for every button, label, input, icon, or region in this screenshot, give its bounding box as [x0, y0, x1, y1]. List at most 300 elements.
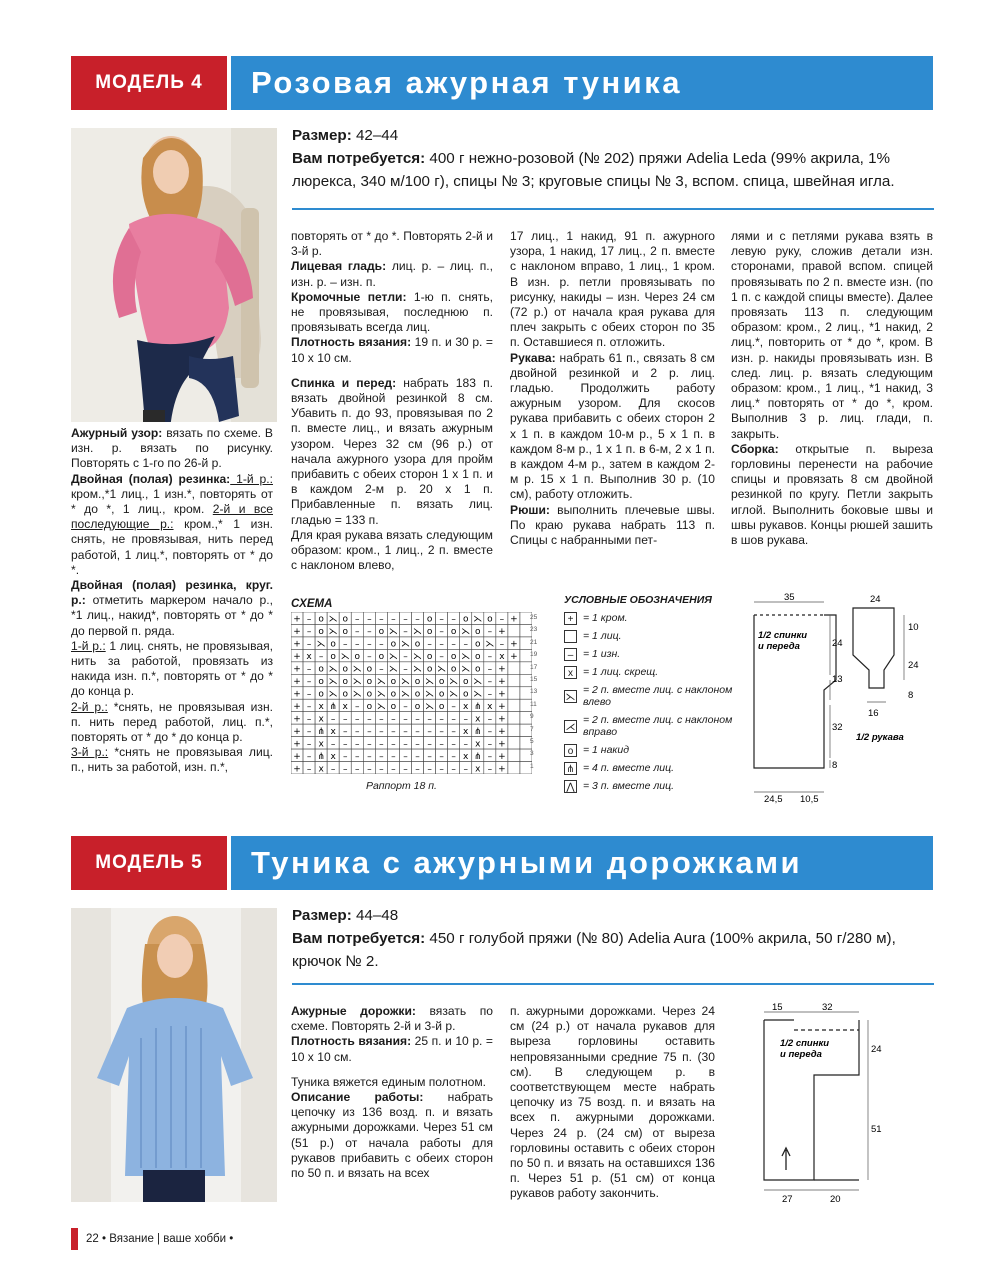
chart-symbol: + — [293, 751, 301, 762]
row-number: 15 — [530, 676, 538, 684]
chart-symbol: – — [487, 652, 493, 663]
chart-symbol: ⋋ — [425, 701, 435, 712]
legend-symbol-icon: x — [564, 666, 577, 679]
chart-symbol: – — [439, 714, 444, 725]
chart-symbol: o — [330, 652, 336, 663]
part-label-2: 1/2 спинки и переда — [780, 1038, 830, 1060]
chart-symbol: – — [342, 764, 348, 774]
chart-symbol: – — [427, 639, 432, 650]
paragraph: повторять от * до *. Повторять 2-й и 3-й р. — [291, 229, 493, 259]
chart-symbol: – — [355, 639, 360, 650]
chart-cell — [508, 687, 520, 699]
chart-symbol: – — [439, 652, 444, 663]
chart-symbol: – — [463, 739, 468, 750]
chart-symbol: ⋋ — [437, 664, 447, 675]
legend-item: ⋀ = 3 п. вместе лиц. — [564, 778, 734, 794]
chart-symbol: – — [487, 664, 493, 675]
paragraph: лями и с петлями рукава взять в левую руку, сложив детали изн. сторонами, правой вспом. спицей провязывать по 2 п. вместе изн. (по 1 п. с каждой спицы вместе). Далее провязать 113 п. следующим образом: кром., 2 лиц., *1 накид, 2 лиц.*, повторить от * до *, кром. В изн. р. накиды провязывать изн. В след. лиц. р. вязать следующим образом: кром., 1 лиц., *1 накид, 3 лиц.* повторять от * до *, кром. Выполнив 3 р. лиц. глади, п. закрыть. — [731, 229, 933, 441]
chart-symbol: – — [427, 764, 432, 774]
chart-symbol: ⋋ — [352, 664, 362, 675]
chart-symbol: – — [403, 614, 408, 625]
chart-symbol: + — [498, 714, 506, 725]
chart-symbol: – — [379, 714, 384, 725]
chart-symbol: – — [403, 726, 408, 737]
chart-symbol: – — [403, 652, 408, 663]
chart-symbol: + — [498, 664, 506, 675]
dim-35: 35 — [784, 592, 795, 603]
chart-symbol: – — [391, 751, 396, 762]
scheme-rapport: Раппорт 18 п. — [366, 780, 437, 792]
chart-symbol: o — [414, 701, 421, 712]
model5-pattern-drawing — [744, 1000, 944, 1210]
chart-symbol: – — [439, 739, 444, 750]
chart-symbol: ⋋ — [388, 627, 398, 638]
chart-symbol: o — [414, 689, 421, 700]
dim-s10: 10 — [908, 622, 919, 633]
chart-symbol: o — [318, 627, 324, 638]
chart-symbol: ⋋ — [352, 689, 362, 700]
chart-symbol: – — [306, 664, 312, 675]
chart-symbol: o — [390, 701, 397, 712]
chart-symbol: – — [487, 726, 493, 737]
paragraph: Плотность вязания: 19 п. и 30 р. = 10 х 10 см. — [291, 335, 493, 365]
chart-symbol: – — [427, 714, 432, 725]
chart-symbol: – — [451, 701, 456, 712]
paragraph: Рюши: выполнить плечевые швы. По краю рукава набрать 113 п. Спицы с набранными пет- — [510, 502, 715, 548]
dim-32: 32 — [832, 722, 843, 733]
dim-51: 51 — [871, 1124, 882, 1135]
paragraph: Сборка: открытые п. выреза горловины перенести на рабочие спицы и провязать 8 см двойной резинкой по кругу. Петли закрыть иглой. Выполнить боковые швы и швы рукавов. Концы рюшей зашить в шов рукава. — [731, 441, 933, 548]
chart-symbol: ⋋ — [388, 664, 398, 675]
chart-cell — [508, 762, 520, 774]
chart-symbol: – — [439, 726, 444, 737]
chart-symbol: ⋋ — [449, 689, 459, 700]
chart-symbol: + — [498, 701, 506, 712]
chart-symbol: + — [498, 689, 506, 700]
chart-symbol: o — [450, 652, 457, 663]
chart-symbol: o — [330, 639, 336, 650]
chart-symbol: o — [342, 614, 348, 625]
chart-symbol: – — [403, 751, 408, 762]
chart-symbol: x — [318, 714, 324, 725]
chart-symbol: + — [293, 701, 301, 712]
chart-symbol: o — [475, 639, 481, 650]
dim-24: 24 — [871, 1044, 882, 1055]
sleeve-label: 1/2 рукава — [856, 732, 904, 743]
chart-symbol: – — [391, 614, 396, 625]
chart-symbol: ⋋ — [328, 689, 338, 700]
chart-symbol: + — [293, 714, 301, 725]
dim-s8: 8 — [908, 690, 914, 701]
chart-symbol: o — [378, 652, 385, 663]
chart-symbol: x — [475, 714, 481, 725]
chart-symbol: – — [355, 751, 360, 762]
chart-symbol: – — [403, 627, 408, 638]
chart-symbol: – — [499, 614, 505, 625]
chart-symbol: – — [318, 652, 324, 663]
chart-symbol: – — [487, 739, 493, 750]
chart-symbol: ⋔ — [474, 751, 482, 762]
legend-item: ⋔ = 4 п. вместе лиц. — [564, 760, 734, 776]
chart-symbol: + — [498, 739, 506, 750]
chart-symbol: – — [379, 739, 384, 750]
chart-symbol: x — [463, 751, 469, 762]
chart-symbol: o — [426, 652, 433, 663]
chart-symbol: + — [498, 627, 506, 638]
chart-symbol: ⋋ — [376, 701, 386, 712]
chart-symbol: o — [342, 689, 348, 700]
legend-item: ⋋ = 2 п. вместе лиц. с наклоном влево — [565, 684, 733, 708]
paragraph: Описание работы: набрать цепочку из 136 возд. п. и вязать ажурными дорожками. Через 51 см (51 р.) от начала работы для рукавов прибавить с обеих сторон по 50 п. и вязать на всех — [291, 1090, 493, 1181]
chart-symbol: ⋋ — [328, 677, 338, 688]
chart-symbol: x — [475, 739, 481, 750]
scheme-title: СХЕМА — [291, 598, 333, 610]
chart-symbol: – — [439, 639, 444, 650]
paragraph: 17 лиц., 1 накид, 91 п. ажурного узора, 1 накид, 17 лиц., 2 п. вместе с наклоном вправо, 1 лиц., 1 кром. В изн. р. петли провязывать по рисунку, накиды – изн. Через 24 см (72 р.) от начала края рукава для плеч закрыть с обеих сторон по 35 п. Оставшиеся п. отложить. — [510, 229, 715, 350]
chart-symbol: – — [342, 726, 348, 737]
chart-symbol: – — [415, 751, 420, 762]
chart-symbol: – — [427, 751, 432, 762]
chart-symbol: x — [330, 751, 336, 762]
chart-symbol: o — [342, 677, 348, 688]
chart-symbol: x — [463, 726, 469, 737]
chart-symbol: x — [342, 701, 348, 712]
chart-symbol: – — [355, 764, 360, 774]
chart-symbol: o — [438, 701, 445, 712]
model5-photo — [71, 908, 277, 1202]
chart-symbol: o — [318, 677, 324, 688]
chart-symbol: + — [293, 627, 301, 638]
chart-symbol: – — [379, 751, 384, 762]
chart-symbol: – — [342, 739, 348, 750]
paragraph: Туника вяжется единым полотном. — [291, 1074, 487, 1089]
footer: 22 • Вязание | ваше хобби • — [86, 1233, 234, 1245]
chart-symbol: – — [487, 677, 493, 688]
chart-symbol: ⋋ — [400, 677, 410, 688]
row-number: 7 — [530, 725, 534, 733]
chart-symbol: – — [355, 739, 360, 750]
chart-symbol: – — [391, 739, 396, 750]
magazine-name: Вязание — [109, 1233, 154, 1245]
chart-symbol: – — [355, 627, 360, 638]
paragraph: Ажурные дорожки: вязать по схеме. Повторять 2-й и 3-й р. — [291, 1004, 493, 1034]
chart-symbol: ⋋ — [413, 664, 423, 675]
knitting-chart — [291, 612, 532, 774]
chart-symbol: ⋋ — [473, 677, 483, 688]
chart-symbol: – — [355, 726, 360, 737]
chart-symbol: + — [293, 652, 301, 663]
chart-symbol: o — [462, 677, 469, 688]
chart-symbol: – — [342, 639, 348, 650]
chart-symbol: – — [367, 714, 372, 725]
paragraph: Плотность вязания: 25 п. и 10 р. = 10 х 10 см. — [291, 1034, 493, 1064]
row-number: 3 — [530, 750, 534, 758]
chart-symbol: ⋋ — [425, 677, 435, 688]
chart-symbol: – — [379, 664, 384, 675]
chart-symbol: ⋋ — [473, 689, 483, 700]
chart-symbol: + — [510, 639, 518, 650]
chart-symbol: o — [487, 614, 493, 625]
chart-symbol: – — [415, 764, 420, 774]
paragraph: Спинка и перед: набрать 183 п. вязать двойной резинкой 8 см. Убавить п. до 93, провязывая по 2 п. вместе лиц., и вязать ажурным узором. Через 32 см (96 р.) от начала ажурного узора для пройм прибавить с обеих сторон 1 х 1 п. и в каждом 2-м р. 20 х 1 п. Прибавленные п. вязать лиц. гладью = 133 п. — [291, 375, 493, 527]
chart-symbol: – — [306, 689, 312, 700]
model4-column-2 — [291, 229, 493, 573]
legend-symbol-icon: ⋋ — [565, 691, 576, 703]
chart-cell — [508, 699, 520, 711]
chart-symbol: ⋋ — [376, 677, 386, 688]
chart-symbol: o — [426, 627, 433, 638]
chart-symbol: o — [366, 677, 373, 688]
model4-intro: Размер: 42–44 Вам потребуется: 400 г нежно-розовой (№ 202) пряжи Adelia Leda (99% акрила, 1% люрекса, 340 м/100 г), спицы № 3; круговые спицы № 3, вспом. спица, швейная игла. — [292, 127, 895, 190]
chart-symbol: – — [355, 701, 360, 712]
paragraph: п. ажурными дорожками. Через 24 см (24 р.) от начала рукавов для выреза горловины оставить непровязанными средние 75 п. (30 см). В следующем р. в соответствующем месте набрать цепочку из 75 возд. п. и вязать на всех п. ажурными дорожками. Через 24 р. (24 см) от выреза горловины оставить с обеих сторон по 50 п. и вязать на оставшихся 136 п. Через 51 р. (51 см) от конца рукавов работу закончить. — [510, 1004, 715, 1201]
row-number: 25 — [530, 614, 538, 621]
model5-column-2 — [510, 1004, 715, 1202]
chart-symbol: o — [366, 701, 373, 712]
paragraph: Двойная (полая) резинка: 1-й р.: кром.,*1 лиц., 1 изн.*, повторять от * до *, 1 лиц., кром. 2-й и все последующие р.: кром.,* 1 изн. снять, не провязывая, нить перед работой, 1 лиц.*, повторять от * до *. — [71, 471, 273, 577]
chart-symbol: ⋋ — [352, 677, 362, 688]
model4-tag: МОДЕЛЬ 4 — [71, 56, 227, 110]
chart-symbol: + — [498, 726, 506, 737]
chart-symbol: – — [451, 614, 456, 625]
chart-symbol: – — [367, 627, 372, 638]
chart-symbol: – — [463, 639, 468, 650]
model5-tag: МОДЕЛЬ 5 — [71, 836, 227, 890]
chart-symbol: – — [367, 639, 372, 650]
magazine-tagline: ваше хобби — [163, 1233, 227, 1245]
chart-symbol: + — [293, 639, 301, 650]
chart-symbol: ⋋ — [449, 677, 459, 688]
chart-symbol: ⋔ — [317, 751, 325, 762]
chart-symbol: – — [499, 639, 505, 650]
row-number: 9 — [530, 713, 534, 721]
chart-symbol: + — [293, 689, 301, 700]
paragraph: 1-й р.: 1 лиц. снять, не провязывая, нить за работой, провязать из накида изн. п.*, повторять от * до * до конца р. — [71, 638, 273, 699]
chart-symbol: – — [427, 726, 432, 737]
chart-symbol: – — [439, 751, 444, 762]
chart-symbol: – — [487, 627, 493, 638]
chart-symbol: – — [403, 739, 408, 750]
chart-symbol: – — [379, 764, 384, 774]
chart-symbol: – — [306, 614, 312, 625]
chart-symbol: – — [451, 751, 456, 762]
paragraph: Рукава: набрать 61 п., связать 8 см двойной резинкой и 2 р. лиц. гладью. Продолжить работу ажурным узором. Для скосов рукава прибавить с обеих сторон 2 х 1 п. в каждом 10-м р., 5 х 1 п. в каждом 8-м р., 1 х 1 п. в 6-м, 2 х 1 п. в каждом 4-м р., затем в каждом 2-м р. 15 х 1 п. Выполнив 30 р. (10 см), работу отложить. — [510, 350, 715, 502]
chart-symbol: o — [475, 664, 481, 675]
chart-symbol: – — [451, 764, 456, 774]
model5-intro: Размер: 44–48 Вам потребуется: 450 г голубой пряжи (№ 80) Adelia Aura (100% акрила, 50 г/280 м), крючок № 2. — [292, 907, 896, 970]
chart-cell — [508, 624, 520, 636]
chart-symbol: o — [354, 652, 361, 663]
chart-symbol: – — [306, 627, 312, 638]
chart-cell — [508, 749, 520, 761]
dim-32: 32 — [822, 1002, 833, 1013]
legend-symbol-icon: + — [564, 612, 577, 625]
chart-symbol: x — [318, 764, 324, 774]
row-number: 5 — [530, 738, 534, 746]
chart-symbol: – — [379, 639, 384, 650]
dim-24-5: 24,5 — [764, 794, 783, 805]
page-number: 22 — [86, 1233, 99, 1245]
chart-symbol: – — [391, 714, 396, 725]
chart-symbol: – — [342, 714, 348, 725]
chart-symbol: – — [415, 614, 420, 625]
chart-symbol: o — [378, 627, 385, 638]
chart-symbol: – — [415, 714, 420, 725]
dim-20: 20 — [830, 1194, 841, 1205]
chart-symbol: o — [450, 664, 457, 675]
chart-symbol: ⋋ — [413, 652, 423, 663]
chart-symbol: ⋋ — [461, 652, 471, 663]
chart-symbol: – — [330, 714, 336, 725]
model4-photo — [71, 128, 277, 422]
chart-cell — [508, 674, 520, 686]
part-label-1: 1/2 спинки и переда — [758, 630, 808, 652]
chart-symbol: o — [318, 689, 324, 700]
row-number: 17 — [530, 663, 538, 671]
row-number: 1 — [530, 762, 534, 770]
legend-item: ⋌ = 2 п. вместе лиц. с наклоном вправо — [565, 714, 733, 738]
legend-item: = 1 лиц. — [564, 628, 734, 644]
chart-symbol: o — [462, 614, 469, 625]
chart-symbol: – — [403, 664, 408, 675]
chart-symbol: – — [306, 751, 312, 762]
dim-10-5: 10,5 — [800, 794, 819, 805]
model5-divider — [292, 983, 934, 985]
chart-symbol: ⋋ — [400, 639, 410, 650]
chart-symbol: – — [463, 764, 468, 774]
chart-symbol: ⋋ — [461, 627, 471, 638]
chart-symbol: + — [498, 677, 506, 688]
chart-symbol: x — [330, 726, 336, 737]
dim-15: 15 — [772, 1002, 783, 1013]
chart-symbol: ⋋ — [461, 664, 471, 675]
chart-symbol: o — [342, 664, 348, 675]
dim-13: 13 — [832, 674, 843, 685]
dim-s24: 24 — [870, 594, 881, 605]
chart-symbol: o — [450, 627, 457, 638]
chart-cell — [508, 712, 520, 724]
chart-symbol: – — [367, 614, 372, 625]
paragraph: Двойная (полая) резинка, круг. р.: отметить маркером начало р., *1 лиц., накид*, повторять от * до * до первой п. ряда. — [71, 578, 273, 638]
paragraph: 2-й р.: *снять, не провязывая изн. п. нить перед работой, лиц. п.*, повторять от * до * до конца р. — [71, 699, 273, 745]
chart-symbol: – — [451, 739, 456, 750]
chart-symbol: x — [318, 701, 324, 712]
legend — [564, 594, 734, 796]
chart-symbol: o — [318, 614, 324, 625]
chart-row-numbers — [530, 612, 544, 774]
chart-symbol: – — [306, 739, 312, 750]
chart-symbol: ⋔ — [329, 701, 337, 712]
footer-marker — [71, 1228, 78, 1250]
model5-column-1 — [291, 1004, 493, 1181]
row-number: 23 — [530, 626, 538, 634]
chart-symbol: + — [293, 726, 301, 737]
chart-symbol: o — [390, 639, 397, 650]
chart-symbol: o — [414, 639, 421, 650]
chart-symbol: o — [342, 627, 348, 638]
chart-symbol: – — [306, 701, 312, 712]
chart-symbol: ⋋ — [473, 614, 483, 625]
chart-symbol: o — [475, 627, 481, 638]
chart-symbol: – — [487, 689, 493, 700]
row-number: 21 — [530, 638, 538, 646]
chart-symbol: – — [367, 751, 372, 762]
chart-symbol: – — [379, 614, 384, 625]
chart-symbol: o — [438, 677, 445, 688]
chart-symbol: – — [330, 739, 336, 750]
paragraph: Для края рукава вязать следующим образом: кром., 1 лиц., 2 п. вместе с наклоном влево, — [291, 527, 493, 573]
chart-symbol: – — [367, 739, 372, 750]
chart-symbol: x — [463, 701, 469, 712]
chart-symbol: ⋋ — [400, 689, 410, 700]
chart-symbol: ⋋ — [316, 639, 326, 650]
row-number: 13 — [530, 688, 538, 696]
chart-symbol: ⋋ — [485, 639, 495, 650]
chart-symbol: + — [293, 739, 301, 750]
chart-symbol: – — [463, 714, 468, 725]
chart-symbol: ⋋ — [328, 614, 338, 625]
chart-symbol: ⋔ — [474, 701, 482, 712]
chart-symbol: – — [403, 714, 408, 725]
chart-symbol: – — [306, 714, 312, 725]
chart-symbol: – — [487, 751, 493, 762]
legend-item: x = 1 лиц. скрещ. — [564, 664, 734, 680]
paragraph: Кромочные петли: 1-ю п. снять, не провязывая, последнюю п. провязывать всегда лиц. — [291, 289, 493, 335]
chart-symbol: ⋔ — [474, 726, 482, 737]
chart-symbol: ⋔ — [317, 726, 325, 737]
chart-symbol: – — [306, 677, 312, 688]
chart-symbol: o — [318, 664, 324, 675]
chart-symbol: – — [439, 627, 444, 638]
chart-symbol: – — [415, 739, 420, 750]
chart-symbol: ⋋ — [425, 689, 435, 700]
model4-column-3 — [510, 229, 715, 548]
chart-cell — [508, 662, 520, 674]
chart-symbol: o — [438, 689, 445, 700]
legend-title: УСЛОВНЫЕ ОБОЗНАЧЕНИЯ — [564, 594, 712, 606]
dim-24a: 24 — [832, 638, 843, 649]
chart-symbol: – — [342, 751, 348, 762]
chart-symbol: x — [487, 701, 493, 712]
chart-symbol: – — [391, 764, 396, 774]
chart-symbol: x — [318, 739, 324, 750]
chart-symbol: – — [367, 726, 372, 737]
chart-symbol: – — [451, 639, 456, 650]
chart-symbol: + — [293, 677, 301, 688]
chart-symbol: o — [390, 677, 397, 688]
chart-symbol: + — [293, 664, 301, 675]
chart-symbol: ⋋ — [340, 652, 350, 663]
chart-symbol: o — [426, 614, 433, 625]
chart-symbol: x — [499, 652, 505, 663]
chart-symbol: – — [367, 652, 372, 663]
chart-symbol: x — [475, 764, 481, 774]
chart-symbol: – — [439, 614, 444, 625]
chart-symbol: – — [403, 764, 408, 774]
legend-item: – = 1 изн. — [564, 646, 734, 662]
model4-column-4 — [731, 229, 933, 548]
chart-symbol: + — [510, 614, 518, 625]
chart-symbol: – — [451, 714, 456, 725]
chart-cell — [508, 737, 520, 749]
chart-symbol: + — [498, 764, 506, 774]
chart-symbol: + — [510, 652, 518, 663]
chart-symbol: o — [462, 689, 469, 700]
chart-symbol: o — [426, 664, 433, 675]
chart-symbol: o — [366, 689, 373, 700]
legend-symbol-icon: ⋌ — [565, 721, 576, 733]
chart-symbol: – — [487, 764, 493, 774]
